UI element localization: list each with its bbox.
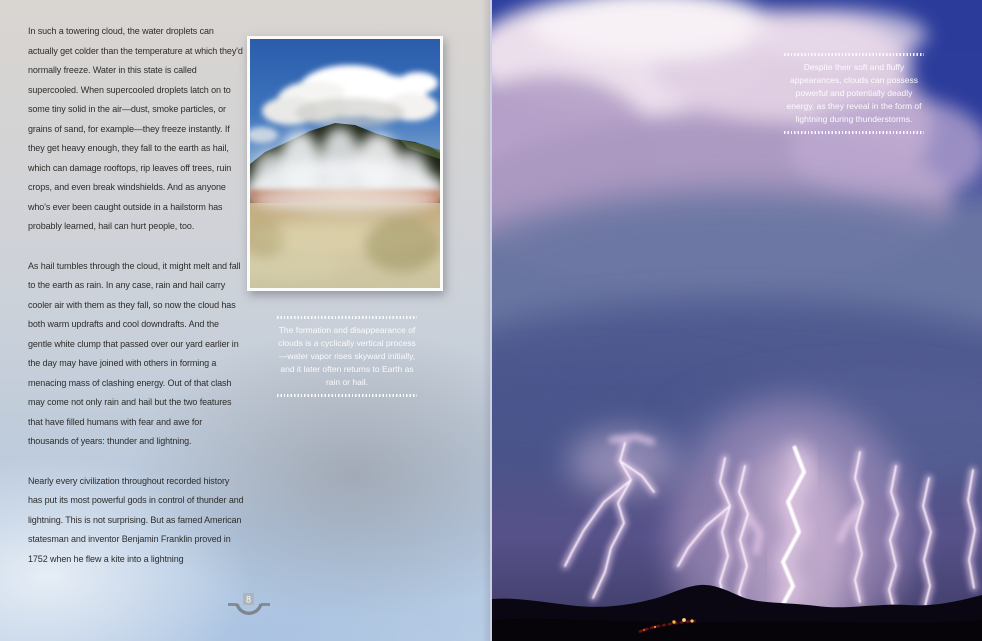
left-photo-caption (277, 311, 417, 402)
left-photo-frame (247, 36, 443, 291)
dotted-rule (277, 394, 417, 397)
right-page (490, 0, 982, 641)
right-photo-caption (784, 48, 924, 139)
caption-text: The formation and disappearance of clouds is a cyclically vertical process —water vapor rises skyward initially, and it later often returns to Earth as rain or hail. (278, 325, 416, 387)
left-photo (250, 39, 440, 288)
dotted-rule (277, 316, 417, 319)
left-page (0, 0, 490, 641)
paragraph: Nearly every civilization throughout recorded history has put its most powerful gods in control of thunder and lightning. This is not surprising. But as famed American statesman and inventor Benjamin Franklin proved in 1752 when he flew a kite into a lightning (28, 475, 244, 564)
dotted-rule (784, 131, 924, 134)
page-number: 8 (245, 594, 252, 605)
paragraph: As hail tumbles through the cloud, it might melt and fall to the earth as rain. In any case, rain and hail carry cooler air with them as they fall, so now the cloud has both warm updrafts and cool downdrafts. And the gentle white clump that passed over our yard earlier in the day may have joined with others in forming a menacing mass of clashing energy. Out of that clash may come not only rain and hail but the two features that have filled humans with fear and awe for thousands of years: thunder and lightning. (28, 260, 241, 446)
page-number-ornament (226, 592, 272, 634)
caption-text: Despite their soft and fluffy appearances, clouds can possess powerful and potentially deadly energy, as they reveal in the form of lightning during thunderstorms. (786, 62, 922, 124)
body-text-column (28, 22, 244, 589)
paragraph: In such a towering cloud, the water droplets can actually get colder than the temperature at which they'd normally freeze. Water in this state is called supercooled. When supercooled droplets latch on to some tiny solid in the air—dust, smoke particles, or grains of sand, for example—they freeze instantly. If they get heavy enough, they fall to the earth as hail, which can damage rooftops, rip leaves off trees, ruin crops, and even break windshields. And as anyone who's ever been caught outside in a hailstorm has probably learned, hail can hurt people, too. (28, 26, 243, 231)
dotted-rule (784, 53, 924, 56)
